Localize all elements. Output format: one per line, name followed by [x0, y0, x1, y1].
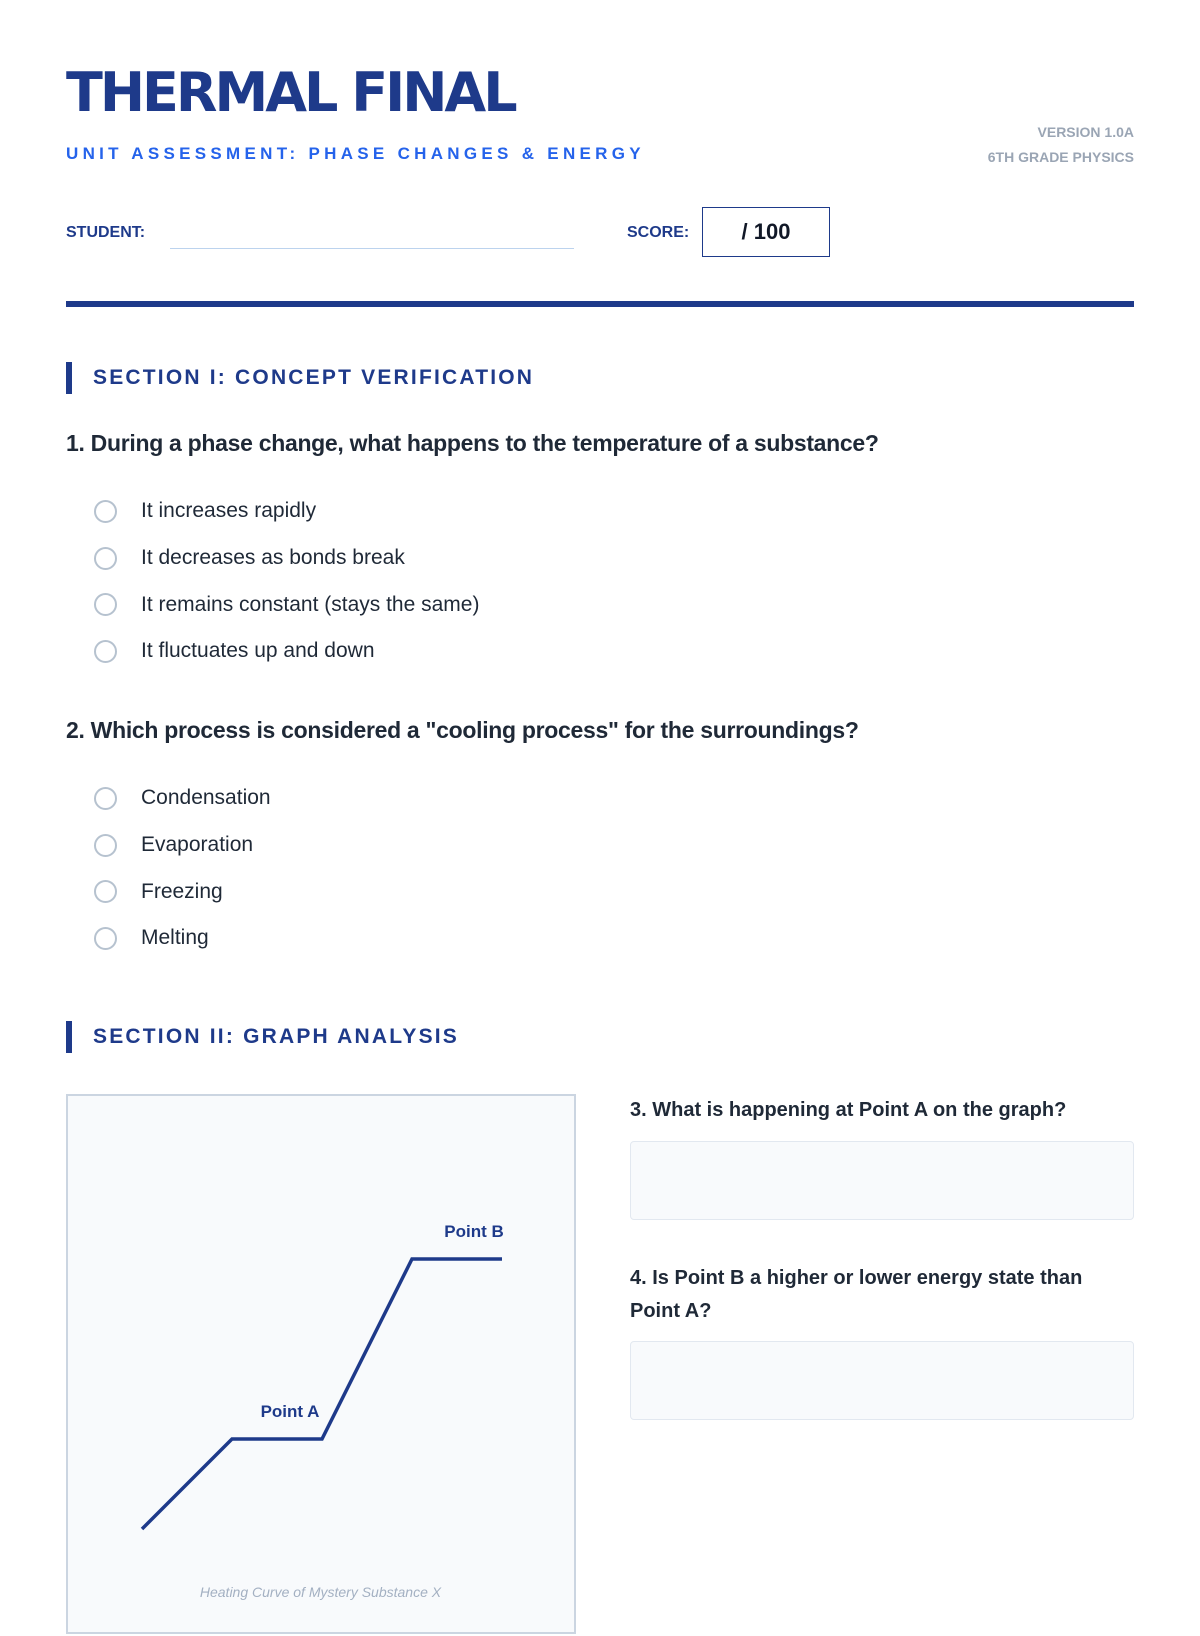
radio-button[interactable] — [94, 547, 117, 570]
q1-option-c[interactable] — [94, 581, 479, 628]
question-4-answer-box[interactable] — [630, 1341, 1134, 1420]
grade-label: 6TH GRADE PHYSICS — [987, 149, 1134, 165]
heating-curve-line — [142, 1259, 502, 1529]
option-label: It remains constant (stays the same) — [141, 592, 480, 616]
q1-option-b[interactable] — [94, 535, 479, 582]
radio-button[interactable] — [94, 927, 117, 950]
radio-button[interactable] — [94, 834, 117, 857]
radio-button[interactable] — [94, 880, 117, 903]
option-label: Evaporation — [141, 833, 254, 857]
section-1-heading: SECTION I: CONCEPT VERIFICATION — [66, 362, 766, 394]
option-label: Freezing — [141, 879, 223, 903]
heating-curve-graph — [66, 1094, 576, 1634]
question-2-options — [94, 775, 271, 962]
score-box: / 100 — [702, 207, 830, 257]
option-label: It fluctuates up and down — [141, 639, 375, 663]
q1-option-a[interactable] — [94, 488, 479, 535]
student-label: STUDENT: — [66, 224, 146, 241]
q1-option-d[interactable] — [94, 628, 479, 675]
radio-button[interactable] — [94, 500, 117, 523]
point-a-label: Point A — [260, 1402, 320, 1421]
exam-page — [66, 0, 1134, 1600]
question-4: 4. Is Point B a higher or lower energy state than Point A? — [630, 1267, 1083, 1322]
point-b-label: Point B — [444, 1222, 504, 1241]
version-label: VERSION 1.0A — [1037, 124, 1134, 140]
question-1-options — [94, 488, 479, 675]
option-label: Melting — [141, 926, 209, 950]
graph-caption: Heating Curve of Mystery Substance X — [199, 1584, 442, 1600]
section-2-heading: SECTION II: GRAPH ANALYSIS — [66, 1021, 766, 1053]
q2-option-a[interactable] — [94, 775, 271, 822]
question-2: 2. Which process is considered a "cooling process" for the surroundings? — [66, 717, 859, 743]
q2-option-d[interactable] — [94, 915, 271, 962]
document-meta — [988, 120, 1134, 170]
q2-option-c[interactable] — [94, 868, 271, 915]
student-name-field[interactable] — [170, 248, 574, 249]
q2-option-b[interactable] — [94, 822, 271, 869]
page-title: THERMAL FINAL — [66, 61, 515, 124]
option-label: Condensation — [141, 786, 271, 810]
option-label: It decreases as bonds break — [141, 546, 405, 570]
radio-button[interactable] — [94, 593, 117, 616]
heating-curve-svg — [68, 1096, 573, 1636]
question-3-answer-box[interactable] — [630, 1141, 1134, 1220]
header-divider — [66, 301, 1134, 307]
page-subtitle: UNIT ASSESSMENT: PHASE CHANGES & ENERGY — [66, 144, 645, 163]
radio-button[interactable] — [94, 787, 117, 810]
score-label: SCORE: — [627, 224, 690, 241]
radio-button[interactable] — [94, 640, 117, 663]
question-3: 3. What is happening at Point A on the graph? — [630, 1099, 1067, 1121]
question-1: 1. During a phase change, what happens to the temperature of a substance? — [66, 430, 879, 456]
option-label: It increases rapidly — [141, 499, 317, 523]
